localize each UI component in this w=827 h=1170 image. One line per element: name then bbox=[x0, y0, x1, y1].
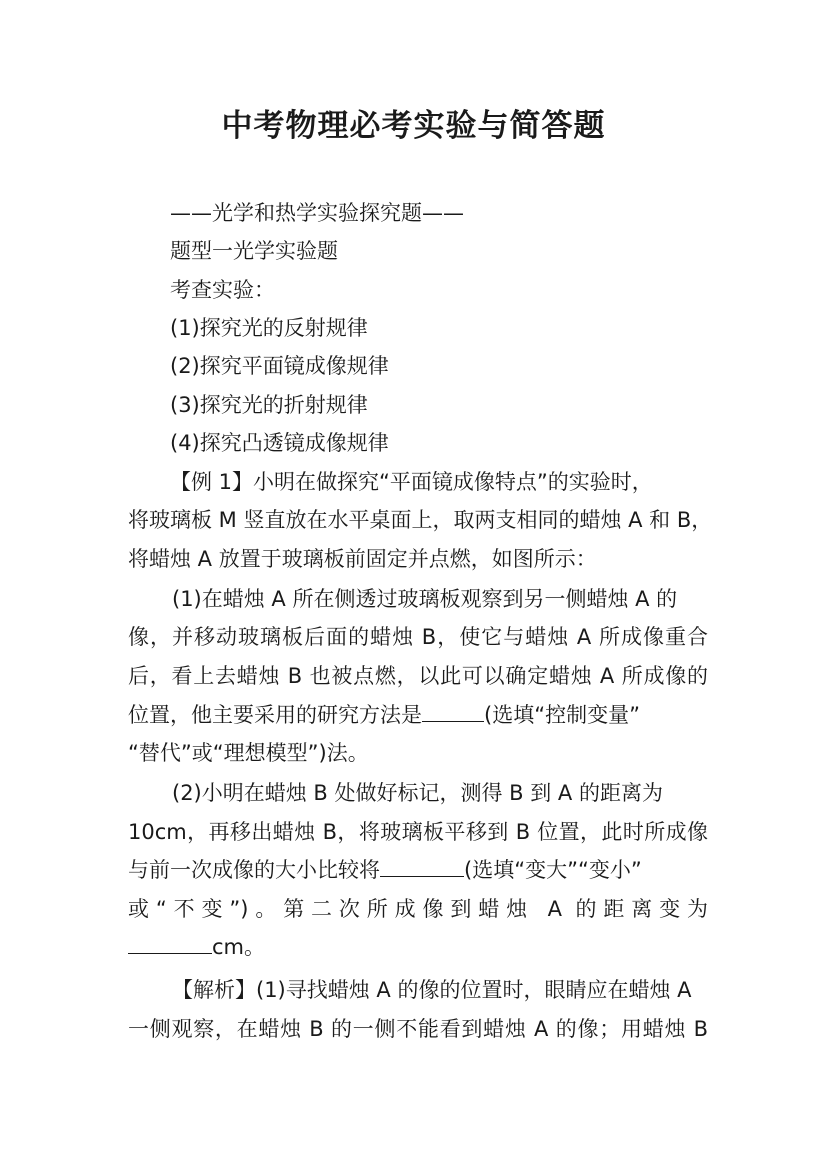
question-line: (1)在蜡烛 A 所在侧透过玻璃板观察到另一侧蜡烛 A 的 bbox=[172, 587, 678, 611]
experiment-item: (3)探究光的折射规律 bbox=[170, 393, 368, 417]
document-title: 中考物理必考实验与简答题 bbox=[221, 108, 606, 144]
question-text: (选填“控制变量” bbox=[484, 703, 640, 727]
question-line: 或“不变”)。第二次所成像到蜡烛 A 的距离变为 bbox=[128, 897, 708, 921]
analysis-line: 一侧观察，在蜡烛 B 的一侧不能看到蜡烛 A 的像；用蜡烛 B bbox=[128, 1017, 708, 1041]
question-line: (2)小明在蜡烛 B 处做好标记，测得 B 到 A 的距离为 bbox=[172, 781, 663, 805]
answer-blank bbox=[128, 937, 212, 954]
question-line bbox=[128, 937, 265, 958]
experiment-item: (4)探究凸透镜成像规律 bbox=[170, 431, 389, 455]
question-line: 后，看上去蜡烛 B 也被点燃，以此可以确定蜡烛 A 所成像的 bbox=[128, 664, 708, 688]
question-line bbox=[128, 705, 640, 726]
question-text: 位置，他主要采用的研究方法是 bbox=[128, 703, 422, 727]
experiment-item: (1)探究光的反射规律 bbox=[170, 316, 368, 340]
answer-blank bbox=[380, 860, 464, 877]
question-line bbox=[128, 860, 642, 881]
example-line: 【例 1】小明在做探究“平面镜成像特点”的实验时， bbox=[170, 470, 653, 494]
type-heading: 题型一光学实验题 bbox=[170, 239, 338, 263]
answer-blank bbox=[422, 705, 484, 722]
question-line: 像，并移动玻璃板后面的蜡烛 B，使它与蜡烛 A 所成像重合 bbox=[128, 625, 708, 649]
analysis-line: 【解析】(1)寻找蜡烛 A 的像的位置时，眼睛应在蜡烛 A bbox=[172, 978, 692, 1002]
question-line: “替代”或“理想模型”)法。 bbox=[128, 741, 369, 765]
section-header: ——光学和热学实验探究题—— bbox=[170, 201, 464, 225]
question-text: 与前一次成像的大小比较将 bbox=[128, 858, 380, 882]
experiment-item: (2)探究平面镜成像规律 bbox=[170, 354, 389, 378]
question-text: (选填“变大”“变小” bbox=[464, 858, 642, 882]
exam-label: 考查实验： bbox=[170, 278, 275, 302]
question-line: 10cm，再移出蜡烛 B，将玻璃板平移到 B 位置，此时所成像 bbox=[128, 820, 708, 844]
question-text: cm。 bbox=[212, 935, 266, 959]
example-line: 将玻璃板 M 竖直放在水平桌面上，取两支相同的蜡烛 A 和 B， bbox=[128, 508, 713, 532]
example-line: 将蜡烛 A 放置于玻璃板前固定并点燃，如图所示： bbox=[128, 547, 597, 571]
